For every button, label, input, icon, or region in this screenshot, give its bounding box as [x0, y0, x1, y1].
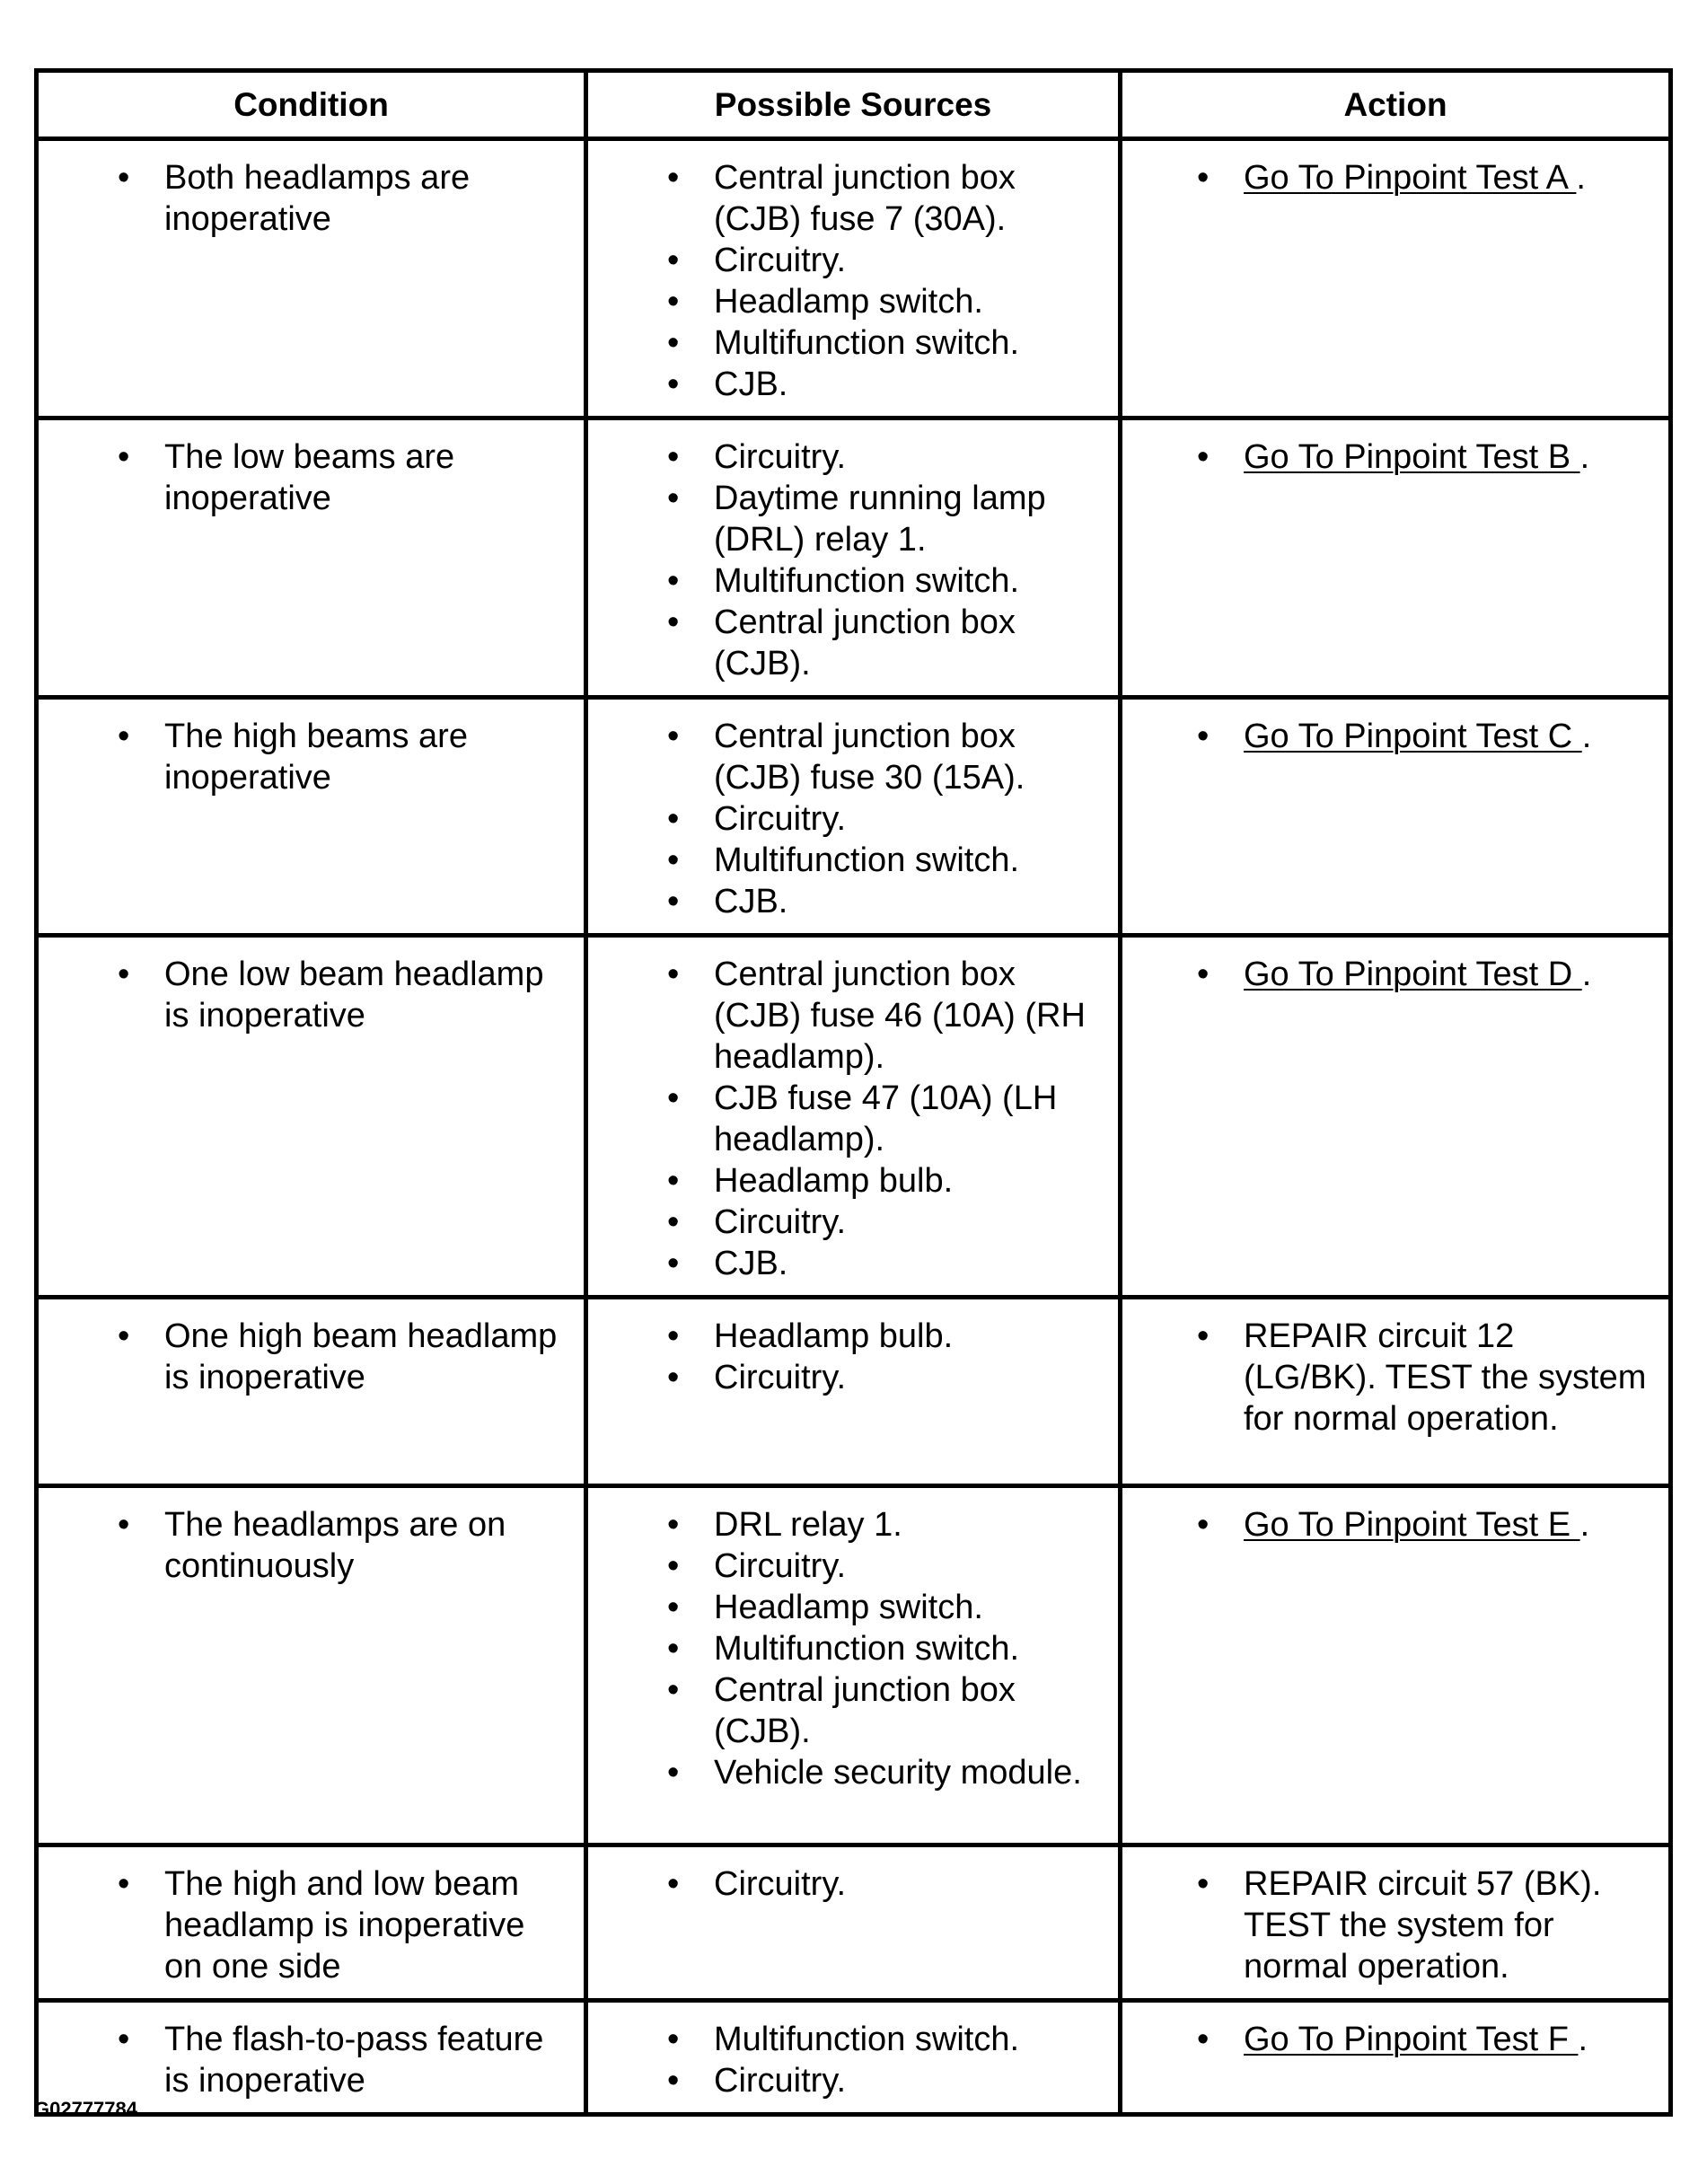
source-item: • Central junction box (CJB) fuse 7 (30A).	[588, 157, 1100, 240]
action-item	[1122, 436, 1650, 478]
condition-cell	[37, 139, 586, 418]
source-item: • Central junction box (CJB) fuse 30 (15A).	[588, 716, 1100, 798]
condition-item: • The high beams are inoperative	[39, 716, 566, 798]
sources-cell	[586, 2001, 1121, 2115]
source-item: • Multifunction switch.	[588, 560, 1100, 602]
pinpoint-test-a-link[interactable]: Go To Pinpoint Test A	[1244, 159, 1577, 197]
source-item: • CJB fuse 47 (10A) (LH headlamp).	[588, 1078, 1100, 1160]
source-item: • Central junction box (CJB).	[588, 1669, 1100, 1752]
action-cell	[1121, 1486, 1671, 1845]
source-item: • Circuitry.	[588, 436, 1100, 478]
source-item: • Circuitry.	[588, 1357, 1100, 1398]
condition-item: • The headlamps are on continuously	[39, 1504, 566, 1587]
source-item: • Central junction box (CJB).	[588, 602, 1100, 684]
sources-cell	[586, 698, 1121, 936]
source-item: • Circuitry.	[588, 2060, 1100, 2101]
table-row	[37, 936, 1671, 1298]
condition-item: • Both headlamps are inoperative	[39, 157, 566, 240]
source-item: • CJB.	[588, 364, 1100, 405]
action-suffix: .	[1576, 159, 1586, 197]
source-item: • Multifunction switch.	[588, 840, 1100, 881]
header-possible-sources: Possible Sources	[586, 71, 1121, 139]
source-item: • Multifunction switch.	[588, 1628, 1100, 1669]
condition-item: • The high and low beam headlamp is inoperative on one side	[39, 1863, 566, 1987]
source-item: • Headlamp bulb.	[588, 1316, 1100, 1357]
action-text: • REPAIR circuit 57 (BK). TEST the system for normal operation.	[1122, 1863, 1650, 1987]
header-condition: Condition	[37, 71, 586, 139]
action-item	[1122, 2019, 1650, 2060]
condition-item: • The flash-to-pass feature is inoperative	[39, 2019, 566, 2101]
source-item: • Headlamp bulb.	[588, 1160, 1100, 1202]
table-row	[37, 139, 1671, 418]
diagnosis-table	[34, 68, 1673, 2117]
action-item	[1122, 1504, 1650, 1546]
sources-cell	[586, 418, 1121, 698]
action-suffix: .	[1579, 1506, 1590, 1544]
source-item: • Multifunction switch.	[588, 2019, 1100, 2060]
table-row	[37, 698, 1671, 936]
pinpoint-test-f-link[interactable]: Go To Pinpoint Test F	[1244, 2021, 1579, 2058]
sources-cell	[586, 139, 1121, 418]
action-text: • REPAIR circuit 12 (LG/BK). TEST the system for normal operation.	[1122, 1316, 1650, 1440]
action-cell	[1121, 1298, 1671, 1486]
source-item: • Central junction box (CJB) fuse 46 (10A) (RH headlamp).	[588, 954, 1100, 1078]
source-item: • Multifunction switch.	[588, 322, 1100, 364]
action-cell	[1121, 418, 1671, 698]
action-suffix: .	[1581, 718, 1592, 755]
condition-cell	[37, 1298, 586, 1486]
condition-cell	[37, 698, 586, 936]
pinpoint-test-e-link[interactable]: Go To Pinpoint Test E	[1244, 1506, 1580, 1544]
pinpoint-test-b-link[interactable]: Go To Pinpoint Test B	[1244, 438, 1580, 476]
condition-cell	[37, 418, 586, 698]
header-action: Action	[1121, 71, 1671, 139]
table-row	[37, 2001, 1671, 2115]
source-item: • CJB.	[588, 881, 1100, 922]
pinpoint-test-c-link[interactable]: Go To Pinpoint Test C	[1244, 718, 1582, 755]
source-item: • Circuitry.	[588, 1863, 1100, 1905]
table-row	[37, 418, 1671, 698]
action-item	[1122, 157, 1650, 198]
action-cell	[1121, 698, 1671, 936]
action-suffix: .	[1578, 2021, 1588, 2058]
action-suffix: .	[1579, 438, 1590, 476]
table-row	[37, 1298, 1671, 1486]
condition-item: • The low beams are inoperative	[39, 436, 566, 519]
source-item: • Headlamp switch.	[588, 1587, 1100, 1628]
source-item: • Circuitry.	[588, 798, 1100, 840]
source-item: • Vehicle security module.	[588, 1752, 1100, 1793]
condition-cell	[37, 936, 586, 1298]
sources-cell	[586, 1486, 1121, 1845]
table-row	[37, 1486, 1671, 1845]
sources-cell	[586, 936, 1121, 1298]
condition-cell	[37, 1845, 586, 2001]
table-row	[37, 1845, 1671, 2001]
source-item: • Circuitry.	[588, 240, 1100, 281]
pinpoint-test-d-link[interactable]: Go To Pinpoint Test D	[1244, 956, 1582, 993]
action-cell	[1121, 139, 1671, 418]
source-item: • Circuitry.	[588, 1202, 1100, 1243]
source-item: • Daytime running lamp (DRL) relay 1.	[588, 478, 1100, 560]
sources-cell	[586, 1845, 1121, 2001]
condition-cell	[37, 1486, 586, 1845]
source-item: • DRL relay 1.	[588, 1504, 1100, 1546]
source-item: • CJB.	[588, 1243, 1100, 1284]
source-item: • Headlamp switch.	[588, 281, 1100, 322]
figure-id: G02777784	[34, 2098, 137, 2120]
action-cell	[1121, 1845, 1671, 2001]
source-item: • Circuitry.	[588, 1546, 1100, 1587]
action-suffix: .	[1581, 956, 1592, 993]
action-cell	[1121, 2001, 1671, 2115]
action-cell	[1121, 936, 1671, 1298]
header-row	[37, 71, 1671, 139]
action-item	[1122, 716, 1650, 757]
sources-cell	[586, 1298, 1121, 1486]
action-item	[1122, 954, 1650, 995]
condition-item: • One low beam headlamp is inoperative	[39, 954, 566, 1036]
condition-item: • One high beam headlamp is inoperative	[39, 1316, 566, 1398]
